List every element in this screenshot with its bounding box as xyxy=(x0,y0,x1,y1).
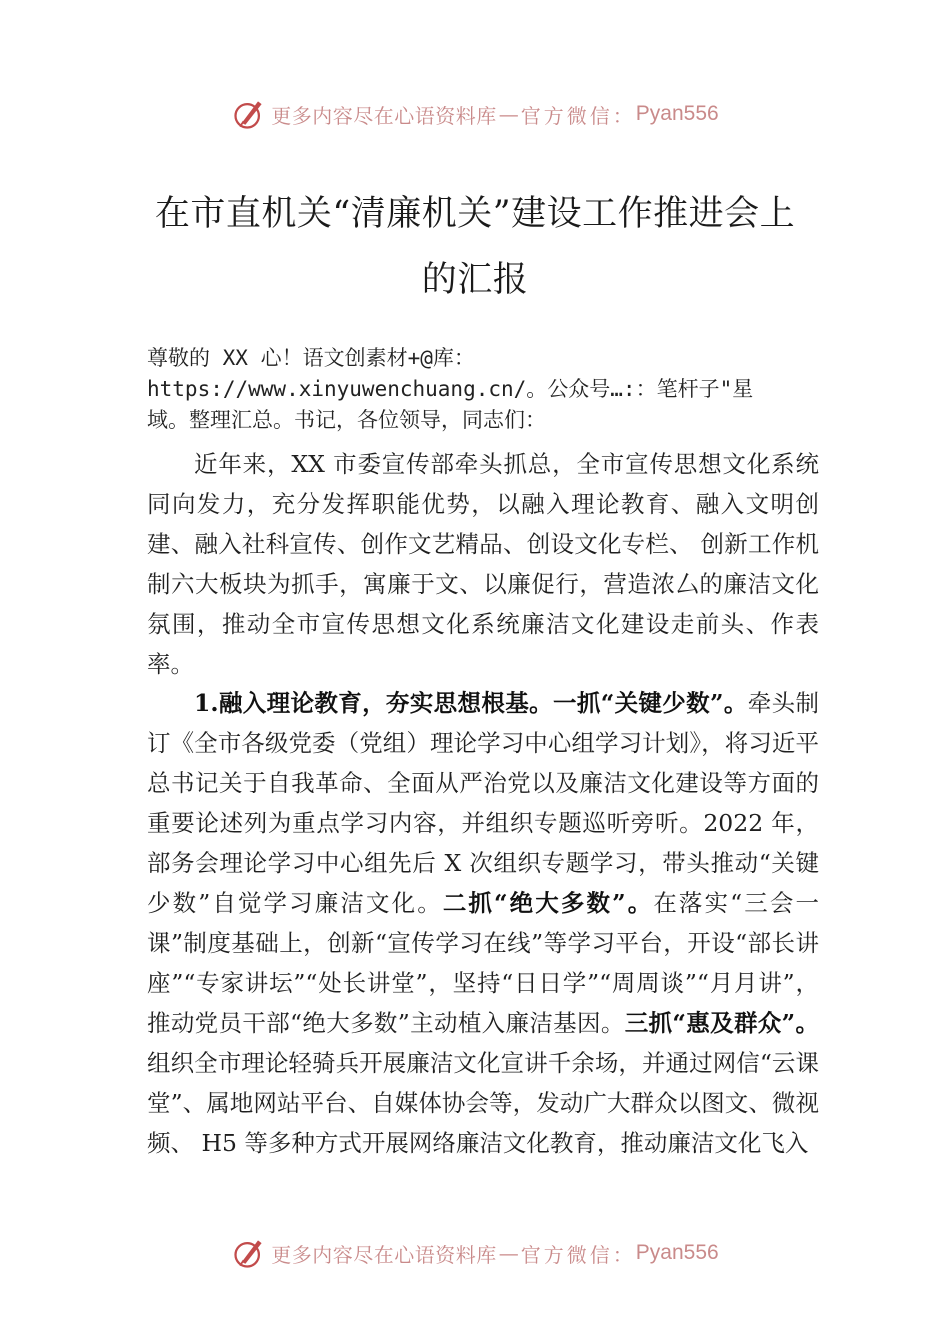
greeting-block xyxy=(147,343,817,436)
lead-benefit-public: 三抓“惠及群众”。 xyxy=(624,1009,819,1037)
watermark-site-text: 更多内容尽在心语资料库 xyxy=(271,1242,497,1267)
watermark-wechat-label: 官方微信： xyxy=(520,103,636,128)
document-title-line-2: 的汇报 xyxy=(421,260,529,300)
watermark-wechat-label: 官方微信： xyxy=(520,1242,636,1267)
watermark-separator: — xyxy=(498,1241,519,1265)
text-key-minority: 牵头制订《全市各级党委（党组）理论学习中心组学习计划》，将习近平总书记关于自我革命、全面从严治党以及廉洁文化建设等方面的重要论述列为重点学习内容，并组织专题巡听旁听。2022 年，部务会理论学习中心组先后 X 次组织专题学习，带头推动“关键少数”自觉学习廉洁文化。 xyxy=(147,689,819,917)
watermark-wechat-id: Pyan556 xyxy=(635,102,719,125)
quill-pen-icon xyxy=(231,96,267,132)
paragraph-theory-education xyxy=(147,683,819,1163)
greeting-line-3: 域。整理汇总。书记，各位领导，同志们： xyxy=(147,408,546,432)
lead-majority: 二抓“绝大多数”。 xyxy=(442,889,654,917)
greeting-line-1: 尊敬的 XX 心！语文创素材+@库： xyxy=(147,346,475,370)
header-watermark xyxy=(0,94,950,134)
text-benefit-public: 组织全市理论轻骑兵开展廉洁文化宣讲千余场，并通过网信“云课堂”、属地网站平台、自媒体协会等，发动广大群众以图文、微视频、 H5 等多种方式开展网络廉洁文化教育，推动廉洁文化飞入 xyxy=(147,1049,819,1157)
document-title-line-1: 在市直机关“清廉机关”建设工作推进会上 xyxy=(154,194,796,234)
watermark-site-text: 更多内容尽在心语资料库 xyxy=(271,103,497,128)
section-heading: 1.融入理论教育，夯实思想根基。 xyxy=(194,689,553,717)
lead-key-minority: 一抓“关键少数”。 xyxy=(552,689,748,717)
greeting-line-2: https://www.xinyuwenchuang.cn/。公众号…:：笔杆子"星 xyxy=(147,377,754,401)
footer-watermark xyxy=(0,1233,950,1273)
quill-pen-icon xyxy=(231,1235,267,1271)
watermark-wechat-id: Pyan556 xyxy=(635,1241,719,1264)
paragraph-intro: 近年来，XX 市委宣传部牵头抓总，全市宣传思想文化系统同向发力，充分发挥职能优势，以融入理论教育、融入文明创建、融入社科宣传、创作文艺精品、创设文化专栏、 创新工作机制六大板块为抓手，寓廉于文、以廉促行，营造浓厶的廉洁文化氛围，推动全市宣传思想文化系统廉洁文化建设走前头、作表率。 xyxy=(147,450,819,678)
watermark-separator: — xyxy=(498,102,519,126)
text-majority: 在落实“三会一课”制度基础上，创新“宣传学习在线”等学习平台，开设“部长讲座”“专家讲坛”“处长讲堂”，坚持“日日学”“周周谈”“月月讲”，推动党员干部“绝大多数”主动植入廉洁基因。 xyxy=(147,889,819,1037)
